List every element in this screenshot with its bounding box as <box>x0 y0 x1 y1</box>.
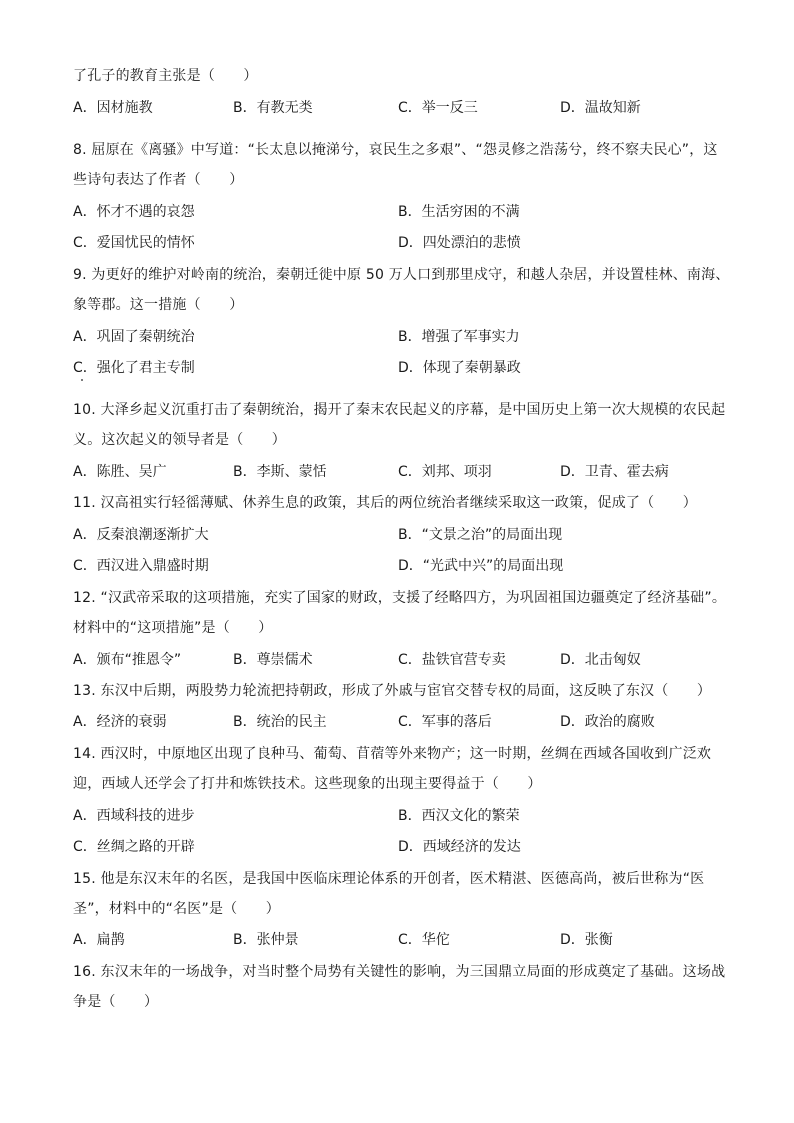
q15-option-a: A．扁鹊 <box>73 932 125 948</box>
q8-option-a: A．怀才不遇的哀怨 <box>73 204 195 220</box>
question-8-stem-line2: 些诗句表达了作者（ ） <box>73 172 244 188</box>
q11-option-d: D．“光武中兴”的局面出现 <box>398 558 564 574</box>
q15-option-d: D．张衡 <box>560 932 613 948</box>
q10-option-a: A．陈胜、吴广 <box>73 464 167 480</box>
question-13-stem: 13. 东汉中后期，两股势力轮流把持朝政，形成了外戚与宦官交替专权的局面，这反映了东汉（ ） <box>73 683 712 699</box>
question-10-stem-line1: 10. 大泽乡起义沉重打击了秦朝统治，揭开了秦末农民起义的序幕，是中国历史上第一次大规模的农民起 <box>73 402 726 418</box>
question-7-stem: 了孔子的教育主张是（ ） <box>73 68 258 84</box>
q9-option-d: D．体现了秦朝暴政 <box>398 360 521 376</box>
question-12-stem-line2: 材料中的“这项措施”是（ ） <box>73 620 273 636</box>
q13-option-d: D．政治的腐败 <box>560 714 655 730</box>
q12-option-c: C．盐铁官营专卖 <box>398 652 506 668</box>
q7-option-a: A．因材施教 <box>73 100 153 116</box>
question-14-stem-line1: 14. 西汉时，中原地区出现了良种马、葡萄、苜蓿等外来物产；这一时期，丝绸在西域各国收到广泛欢 <box>73 746 712 762</box>
q12-option-a: A．颁布“推恩令” <box>73 652 182 668</box>
question-15-stem-line1: 15. 他是东汉末年的名医，是我国中医临床理论体系的开创者，医术精湛、医德高尚，被后世称为“医 <box>73 871 705 887</box>
q14-option-a: A．西域科技的进步 <box>73 808 195 824</box>
q8-option-c: C．爱国忧民的情怀 <box>73 235 195 251</box>
question-10-stem-line2: 义。这次起义的领导者是（ ） <box>73 432 286 448</box>
q11-option-c: C．西汉进入鼎盛时期 <box>73 558 209 574</box>
q11-option-a: A．反秦浪潮逐渐扩大 <box>73 527 209 543</box>
question-9-stem-line2: 象等郡。这一措施（ ） <box>73 297 244 313</box>
q9-option-a: A．巩固了秦朝统治 <box>73 329 195 345</box>
q10-option-d: D．卫青、霍去病 <box>560 464 669 480</box>
q14-option-d: D．西域经济的发达 <box>398 839 521 855</box>
question-15-stem-line2: 圣”，材料中的“名医”是（ ） <box>73 901 280 917</box>
q13-option-c: C．军事的落后 <box>398 714 492 730</box>
q9-option-b: B．增强了军事实力 <box>398 329 520 345</box>
q11-option-b: B．“文景之治”的局面出现 <box>398 527 563 543</box>
question-9-stem-line1: 9. 为更好的维护对岭南的统治，秦朝迁徙中原 50 万人口到那里戍守，和越人杂居，并设置桂林、南海、 <box>73 267 730 283</box>
q7-option-d: D．温故知新 <box>560 100 641 116</box>
q10-option-b: B．李斯、蒙恬 <box>233 464 327 480</box>
question-16-stem-line1: 16. 东汉末年的一场战争，对当时整个局势有关键性的影响，为三国鼎立局面的形成奠定了基础。这场战 <box>73 964 726 980</box>
q12-option-d: D．北击匈奴 <box>560 652 641 668</box>
q12-option-b: B．尊崇儒术 <box>233 652 313 668</box>
stray-dot-mark <box>81 379 83 381</box>
q14-option-b: B．西汉文化的繁荣 <box>398 808 520 824</box>
question-11-stem: 11. 汉高祖实行轻徭薄赋、休养生息的政策，其后的两位统治者继续采取这一政策，促成了（ ） <box>73 495 697 511</box>
question-12-stem-line1: 12. “汉武帝采取的这项措施，充实了国家的财政，支援了经略四方，为巩固祖国边疆奠定了经济基础”。 <box>73 590 727 606</box>
question-16-stem-line2: 争是（ ） <box>73 994 159 1010</box>
q7-option-c: C．举一反三 <box>398 100 478 116</box>
q9-option-c: C．强化了君主专制 <box>73 360 195 376</box>
q8-option-d: D．四处漂泊的悲愤 <box>398 235 521 251</box>
q7-option-b: B．有教无类 <box>233 100 313 116</box>
question-14-stem-line2: 迎，西域人还学会了打井和炼铁技术。这些现象的出现主要得益于（ ） <box>73 776 542 792</box>
q15-option-c: C．华佗 <box>398 932 450 948</box>
q10-option-c: C．刘邦、项羽 <box>398 464 492 480</box>
q14-option-c: C．丝绸之路的开辟 <box>73 839 195 855</box>
q8-option-b: B．生活穷困的不满 <box>398 204 520 220</box>
q13-option-b: B．统治的民主 <box>233 714 327 730</box>
question-8-stem-line1: 8. 屈原在《离骚》中写道：“长太息以掩涕兮，哀民生之多艰”、“怨灵修之浩荡兮，终不察夫民心”，这 <box>73 142 718 158</box>
q13-option-a: A．经济的衰弱 <box>73 714 167 730</box>
q15-option-b: B．张仲景 <box>233 932 299 948</box>
